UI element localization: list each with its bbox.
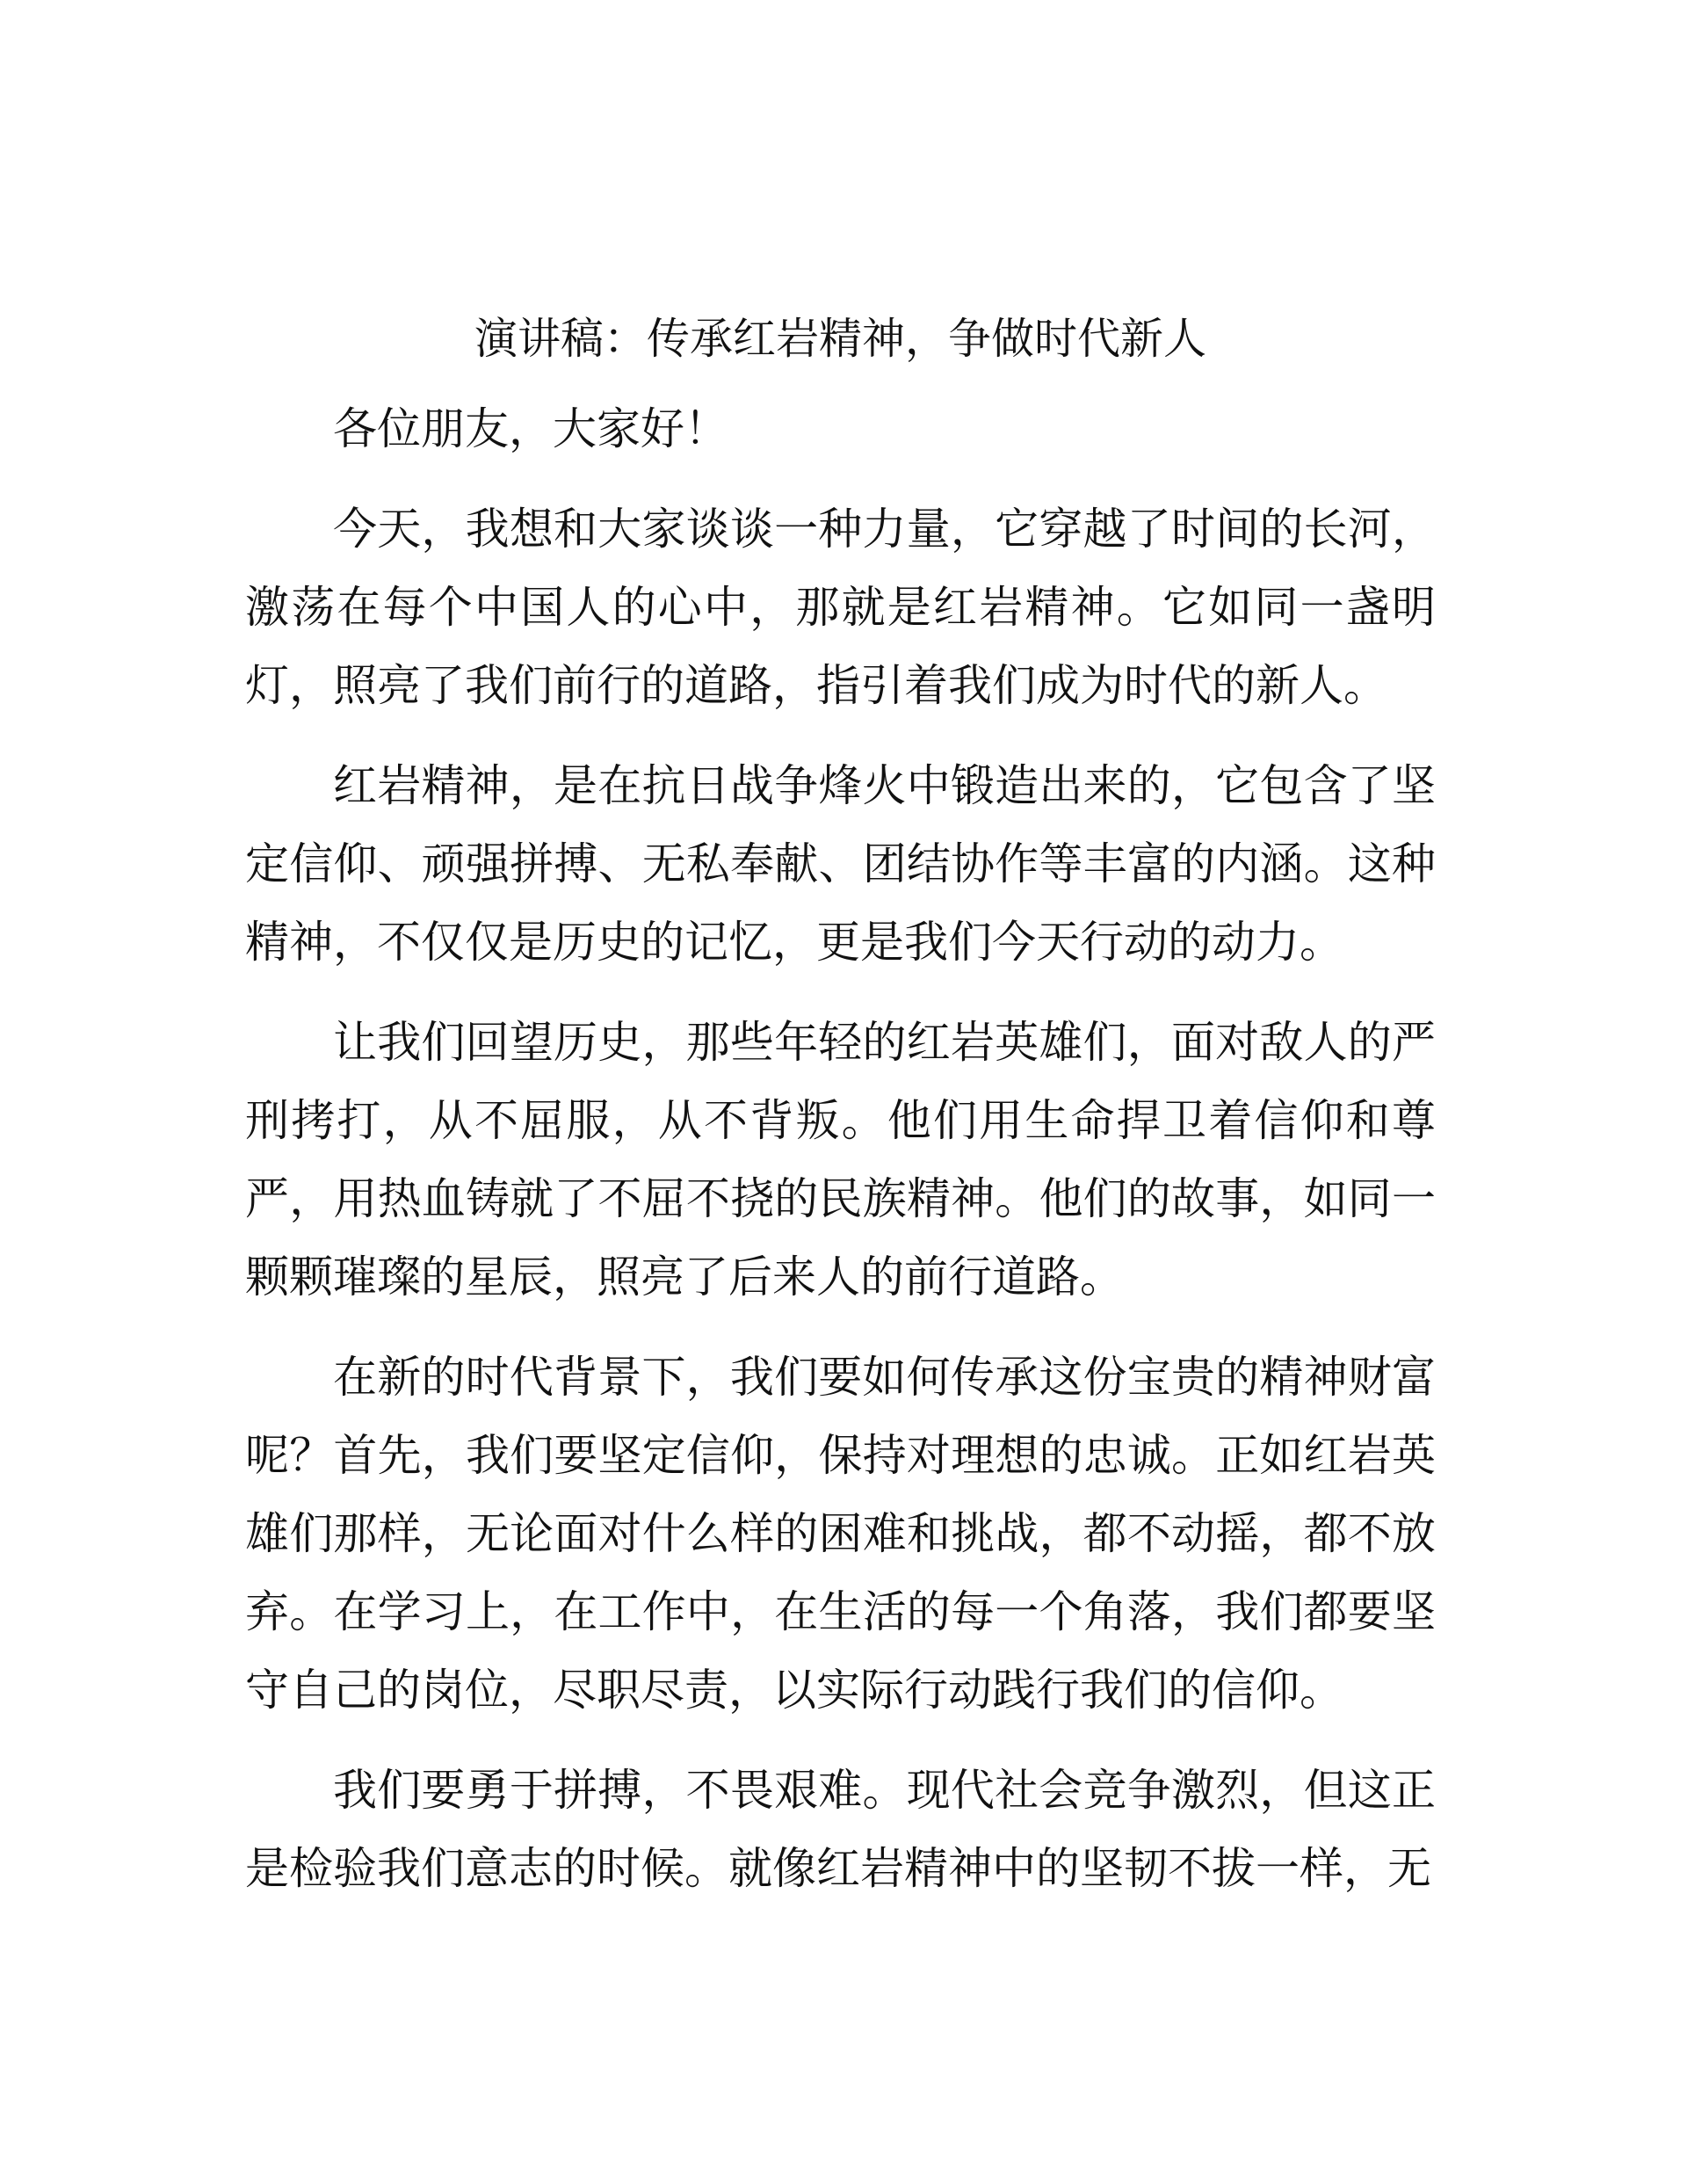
document-body <box>245 308 1436 1930</box>
page-title: 演讲稿：传承红岩精神，争做时代新人 <box>474 314 1206 364</box>
paragraph-definition: 红岩精神，是在抗日战争烽火中锻造出来的，它包含了坚定信仰、顽强拼搏、无私奉献、团结协作等丰富的内涵。这种精神，不仅仅是历史的记忆，更是我们今天行动的动力。 <box>245 760 1436 968</box>
paragraph-greeting: 各位朋友，大家好！ <box>333 403 728 454</box>
paragraph-intro: 今天，我想和大家谈谈一种力量，它穿越了时间的长河，激荡在每个中国人的心中，那就是红岩精神。它如同一盏明灯，照亮了我们前行的道路，指引着我们成为时代的新人。 <box>245 504 1436 711</box>
paragraph-struggle: 我们要勇于拼搏，不畏艰难。现代社会竞争激烈，但这正是检验我们意志的时候。就像红岩精神中的坚韧不拔一样，无 <box>245 1765 1436 1894</box>
paragraph-inheritance: 在新的时代背景下，我们要如何传承这份宝贵的精神财富呢？首先，我们要坚定信仰，保持对理想的忠诚。正如红岩英雄们那样，无论面对什么样的困难和挑战，都不动摇，都不放弃。在学习上，在工作中，在生活的每一个角落，我们都要坚守自己的岗位，尽职尽责，以实际行动践行我们的信仰。 <box>245 1352 1436 1716</box>
paragraph-history: 让我们回望历史，那些年轻的红岩英雄们，面对敌人的严刑拷打，从不屈服，从不背叛。他们用生命捍卫着信仰和尊严，用热血铸就了不屈不挠的民族精神。他们的故事，如同一颗颗璀璨的星辰，照亮了后来人的前行道路。 <box>245 1017 1436 1302</box>
